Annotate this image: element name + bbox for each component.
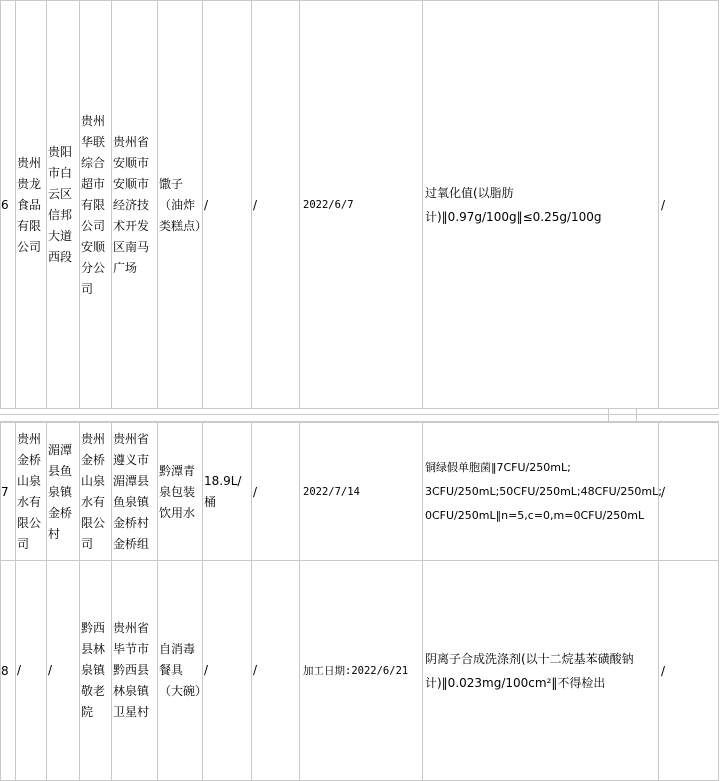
row-number: 7: [1, 485, 9, 499]
result-cell: [422, 561, 658, 780]
producer-cell: [15, 423, 46, 561]
seller-name: 贵州金桥山泉水有限公司: [81, 432, 106, 551]
product-name: 黔潭青泉包装饮用水: [159, 463, 196, 520]
note: /: [661, 663, 666, 678]
product-cell: [157, 423, 202, 561]
producer-address-cell: [46, 423, 79, 561]
seller-cell: [79, 561, 111, 780]
product-cell: [157, 1, 208, 409]
seller-address-cell: [111, 561, 157, 780]
note-cell: [658, 561, 719, 780]
product-name: 馓子（油炸类糕点）: [159, 176, 208, 233]
producer-cell: [15, 561, 46, 780]
spec-cell: [202, 423, 251, 561]
row-number-cell: [0, 423, 15, 561]
date-cell: [299, 561, 422, 780]
seller-address: 贵州省安顺市安顺市经济技术开发区南马广场: [113, 134, 150, 275]
test-result: 过氧化值(以脂肪 计)‖0.97g/100g‖≤0.25g/100g: [425, 186, 602, 224]
producer-name: /: [17, 663, 22, 677]
producer-name: 贵州金桥山泉水有限公司: [17, 432, 42, 551]
row-number-cell: [0, 1, 15, 409]
producer-name: 贵州贵龙食品有限公司: [17, 155, 42, 254]
producer-address-cell: [46, 1, 79, 409]
brand: /: [253, 484, 258, 499]
spec-cell: [202, 561, 251, 780]
spec: 18.9L/桶: [204, 474, 242, 509]
product-name: 自消毒餐具（大碗）: [159, 642, 208, 698]
date-cell: [299, 1, 422, 409]
seller-address-cell: [111, 423, 157, 561]
test-result: 铜绿假单胞菌‖7CFU/250mL; 3CFU/250mL;50CFU/250mL;48CFU/250mL; 0CFU/250mL‖n=5,c=0,m=0CFU/250mL: [425, 461, 662, 522]
row-number: 6: [1, 198, 9, 212]
producer-address: 贵阳市白云区信邦大道西段: [48, 145, 73, 264]
brand-cell: [251, 1, 299, 409]
seller-cell: [79, 423, 111, 561]
brand: /: [253, 663, 258, 677]
date-cell: [299, 423, 422, 561]
row-number: 8: [1, 663, 9, 678]
seller-address: 贵州省遵义市湄潭县鱼泉镇金桥村金桥组: [113, 432, 150, 551]
seller-address: 贵州省毕节市黔西县林泉镇卫星村: [113, 621, 150, 719]
note-cell: [658, 1, 719, 409]
note: /: [661, 485, 666, 499]
test-result: 阴离子合成洗涤剂(以十二烷基苯磺酸钠 计)‖0.023mg/100cm²‖不得检出: [425, 651, 634, 690]
seller-name: 黔西县林泉镇敬老院: [81, 621, 106, 719]
result-cell: [422, 1, 658, 409]
spec-cell: [202, 1, 251, 409]
brand: /: [253, 197, 258, 212]
spec: /: [204, 197, 209, 212]
seller-address-cell: [111, 1, 157, 409]
production-date: 加工日期:2022/6/21: [303, 665, 409, 677]
producer-address-cell: [46, 561, 79, 780]
production-date: 2022/6/7: [303, 199, 354, 211]
spec: /: [204, 663, 209, 677]
note-cell: [658, 423, 719, 561]
producer-address: /: [48, 663, 53, 677]
brand-cell: [251, 561, 299, 780]
producer-address: 湄潭县鱼泉镇金桥村: [48, 442, 73, 541]
brand-cell: [251, 423, 299, 561]
row-separator: [0, 408, 719, 422]
result-cell: [422, 423, 662, 561]
production-date: 2022/7/14: [303, 486, 360, 498]
seller-name: 贵州华联综合超市有限公司安顺分公司: [81, 113, 106, 296]
product-cell: [157, 561, 208, 780]
producer-cell: [15, 1, 46, 409]
table-row: [0, 560, 719, 781]
note: /: [661, 198, 666, 212]
seller-cell: [79, 1, 111, 409]
row-number-cell: [0, 561, 15, 780]
table-row: [0, 422, 719, 561]
